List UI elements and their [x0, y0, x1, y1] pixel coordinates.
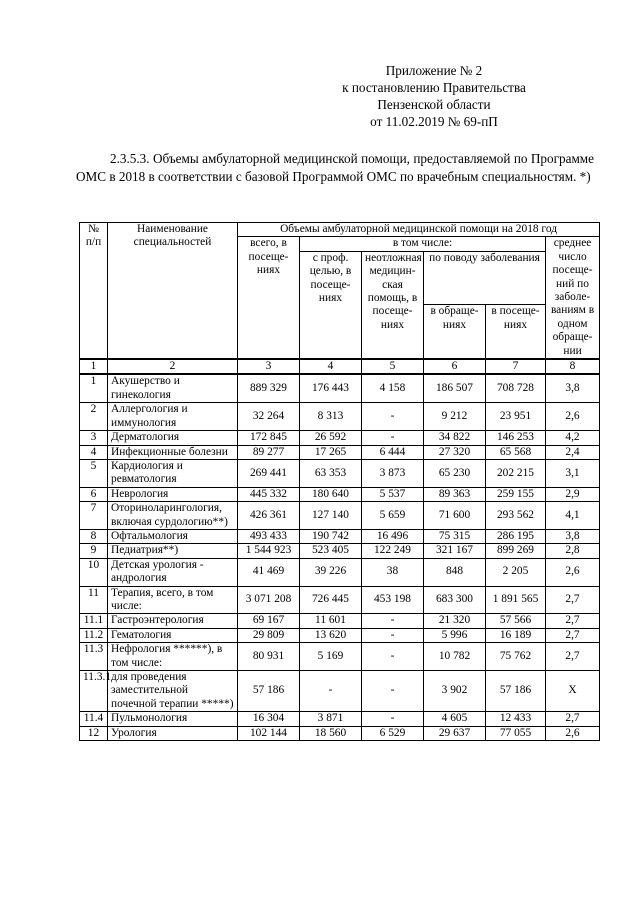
header-name: Наименование специальностей [108, 223, 238, 360]
table-row [80, 643, 600, 671]
urgent-visits: 38 [362, 558, 424, 586]
total-visits: 89 277 [238, 445, 300, 459]
disease-visits: 259 155 [486, 487, 546, 501]
disease-appeals: 848 [424, 558, 486, 586]
prof-visits: 39 226 [300, 558, 362, 586]
prof-visits: 8 313 [300, 403, 362, 431]
column-index-cell: 8 [546, 359, 600, 374]
avg-visits: 2,7 [546, 628, 600, 642]
urgent-visits: 4 158 [362, 374, 424, 402]
specialty-name: Аллергология и иммунология [108, 403, 238, 431]
total-visits: 41 469 [238, 558, 300, 586]
total-visits: 16 304 [238, 712, 300, 726]
avg-visits: 3,1 [546, 459, 600, 487]
appendix-resolution: к постановлению Правительства [342, 80, 526, 95]
disease-appeals: 683 300 [424, 586, 486, 614]
avg-visits: 2,7 [546, 614, 600, 628]
specialty-name: Урология [108, 726, 238, 740]
disease-visits: 12 433 [486, 712, 546, 726]
disease-visits: 202 215 [486, 459, 546, 487]
row-number: 3 [80, 431, 108, 445]
disease-appeals: 27 320 [424, 445, 486, 459]
prof-visits: - [300, 671, 362, 712]
row-number: 4 [80, 445, 108, 459]
prof-visits: 13 620 [300, 628, 362, 642]
total-visits: 445 332 [238, 487, 300, 501]
prof-visits: 17 265 [300, 445, 362, 459]
urgent-visits: - [362, 712, 424, 726]
header-disease: по поводу заболевания [424, 251, 546, 304]
table-row [80, 544, 600, 558]
avg-visits: 2,8 [546, 544, 600, 558]
disease-visits: 57 186 [486, 671, 546, 712]
disease-appeals: 9 212 [424, 403, 486, 431]
disease-visits: 286 195 [486, 529, 546, 543]
specialty-name: Педиатрия**) [108, 544, 238, 558]
disease-visits: 57 566 [486, 614, 546, 628]
appendix-title: Приложение № 2 [385, 63, 483, 78]
header-total: всего, в посеще- ниях [238, 237, 300, 359]
specialty-name: Офтальмология [108, 529, 238, 543]
total-visits: 269 441 [238, 459, 300, 487]
avg-visits: 4,1 [546, 502, 600, 530]
appendix-region: Пензенской области [377, 97, 491, 112]
appendix-date: от 11.02.2019 № 69-пП [370, 114, 498, 129]
urgent-visits: 3 873 [362, 459, 424, 487]
column-index-cell: 7 [486, 359, 546, 374]
disease-appeals: 21 320 [424, 614, 486, 628]
table-body [80, 359, 600, 740]
disease-visits: 65 568 [486, 445, 546, 459]
volumes-table [79, 222, 600, 741]
avg-visits: 2,9 [546, 487, 600, 501]
avg-visits: 2,6 [546, 726, 600, 740]
table-row [80, 431, 600, 445]
disease-appeals: 3 902 [424, 671, 486, 712]
disease-visits: 1 891 565 [486, 586, 546, 614]
specialty-name: Акушерство и гинекология [108, 374, 238, 402]
total-visits: 172 845 [238, 431, 300, 445]
table-row [80, 502, 600, 530]
row-number: 1 [80, 374, 108, 402]
urgent-visits: - [362, 628, 424, 642]
prof-visits: 726 445 [300, 586, 362, 614]
prof-visits: 5 169 [300, 643, 362, 671]
specialty-name: Детская урология - андрология [108, 558, 238, 586]
row-number: 11.1 [80, 614, 108, 628]
column-index-cell: 4 [300, 359, 362, 374]
specialty-name: Гастроэнтерология [108, 614, 238, 628]
urgent-visits: - [362, 671, 424, 712]
row-number: 8 [80, 529, 108, 543]
specialty-name: Пульмонология [108, 712, 238, 726]
avg-visits: 4,2 [546, 431, 600, 445]
disease-visits: 708 728 [486, 374, 546, 402]
row-number: 12 [80, 726, 108, 740]
prof-visits: 176 443 [300, 374, 362, 402]
total-visits: 493 433 [238, 529, 300, 543]
disease-appeals: 71 600 [424, 502, 486, 530]
row-number: 11 [80, 586, 108, 614]
disease-appeals: 29 637 [424, 726, 486, 740]
column-index-cell: 2 [108, 359, 238, 374]
disease-appeals: 65 230 [424, 459, 486, 487]
row-number: 6 [80, 487, 108, 501]
avg-visits: 2,6 [546, 403, 600, 431]
table-row [80, 374, 600, 402]
disease-appeals: 186 507 [424, 374, 486, 402]
urgent-visits: - [362, 643, 424, 671]
specialty-name: Дерматология [108, 431, 238, 445]
table-row [80, 726, 600, 740]
specialty-name: Неврология [108, 487, 238, 501]
avg-visits: Х [546, 671, 600, 712]
section-intro: 2.3.5.3. Объемы амбулаторной медицинской помощи, предоставляемой по Программе ОМС в 2018 в соответствии с базовой Программой ОМС по врачебным специальностям. *) [76, 151, 594, 184]
table-row [80, 586, 600, 614]
row-number: 10 [80, 558, 108, 586]
prof-visits: 63 353 [300, 459, 362, 487]
header-urgent: неотложная медицин- ская помощь, в посеще- ниях [362, 251, 424, 359]
disease-visits: 899 269 [486, 544, 546, 558]
total-visits: 889 329 [238, 374, 300, 402]
header-group: Объемы амбулаторной медицинской помощи на 2018 год [238, 223, 600, 237]
avg-visits: 2,4 [546, 445, 600, 459]
row-number: 11.3 [80, 643, 108, 671]
total-visits: 80 931 [238, 643, 300, 671]
column-index-cell: 3 [238, 359, 300, 374]
header-visits: в посеще- ниях [486, 305, 546, 359]
prof-visits: 11 601 [300, 614, 362, 628]
table-row [80, 445, 600, 459]
disease-appeals: 75 315 [424, 529, 486, 543]
header-avg: среднее число посеще- ний по заболе- ваниям в одном обраще- нии [546, 237, 600, 359]
table-row [80, 459, 600, 487]
table-row [80, 628, 600, 642]
disease-visits: 16 189 [486, 628, 546, 642]
disease-visits: 77 055 [486, 726, 546, 740]
urgent-visits: 5 537 [362, 487, 424, 501]
header-including: в том числе: [300, 237, 546, 251]
disease-appeals: 34 822 [424, 431, 486, 445]
disease-visits: 75 762 [486, 643, 546, 671]
avg-visits: 3,8 [546, 374, 600, 402]
row-number: 11.2 [80, 628, 108, 642]
avg-visits: 2,7 [546, 586, 600, 614]
disease-appeals: 10 782 [424, 643, 486, 671]
specialty-name: Кардиология и ревматология [108, 459, 238, 487]
header-prof: с проф. целью, в посеще- ниях [300, 251, 362, 359]
table-row [80, 403, 600, 431]
table-row [80, 529, 600, 543]
urgent-visits: 16 496 [362, 529, 424, 543]
table-row [80, 671, 600, 712]
prof-visits: 3 871 [300, 712, 362, 726]
urgent-visits: 453 198 [362, 586, 424, 614]
urgent-visits: 6 444 [362, 445, 424, 459]
total-visits: 1 544 923 [238, 544, 300, 558]
avg-visits: 2,7 [546, 643, 600, 671]
urgent-visits: 5 659 [362, 502, 424, 530]
prof-visits: 18 560 [300, 726, 362, 740]
prof-visits: 26 592 [300, 431, 362, 445]
table-row [80, 487, 600, 501]
column-index-cell: 6 [424, 359, 486, 374]
total-visits: 32 264 [238, 403, 300, 431]
table-row [80, 614, 600, 628]
urgent-visits: - [362, 403, 424, 431]
appendix-header [304, 62, 564, 130]
table-row [80, 712, 600, 726]
disease-visits: 293 562 [486, 502, 546, 530]
column-index-row [80, 359, 600, 374]
row-number: 9 [80, 544, 108, 558]
row-number: 5 [80, 459, 108, 487]
prof-visits: 190 742 [300, 529, 362, 543]
prof-visits: 180 640 [300, 487, 362, 501]
specialty-name: для проведения заместительной почечной терапии *****) [108, 671, 238, 712]
row-number: 11.3.1 [80, 671, 108, 712]
row-number: 2 [80, 403, 108, 431]
disease-appeals: 5 996 [424, 628, 486, 642]
total-visits: 57 186 [238, 671, 300, 712]
urgent-visits: 122 249 [362, 544, 424, 558]
total-visits: 69 167 [238, 614, 300, 628]
row-number: 11.4 [80, 712, 108, 726]
header-num: № п/п [80, 223, 108, 360]
total-visits: 29 809 [238, 628, 300, 642]
urgent-visits: - [362, 614, 424, 628]
disease-visits: 2 205 [486, 558, 546, 586]
specialty-name: Оториноларингология, включая сурдологию**) [108, 502, 238, 530]
disease-appeals: 4 605 [424, 712, 486, 726]
avg-visits: 3,8 [546, 529, 600, 543]
total-visits: 3 071 208 [238, 586, 300, 614]
column-index-cell: 5 [362, 359, 424, 374]
avg-visits: 2,6 [546, 558, 600, 586]
prof-visits: 523 405 [300, 544, 362, 558]
disease-visits: 146 253 [486, 431, 546, 445]
prof-visits: 127 140 [300, 502, 362, 530]
total-visits: 102 144 [238, 726, 300, 740]
table-row [80, 558, 600, 586]
specialty-name: Терапия, всего, в том числе: [108, 586, 238, 614]
row-number: 7 [80, 502, 108, 530]
specialty-name: Гематология [108, 628, 238, 642]
disease-appeals: 321 167 [424, 544, 486, 558]
header-appeals: в обраще- ниях [424, 305, 486, 359]
specialty-name: Инфекционные болезни [108, 445, 238, 459]
total-visits: 426 361 [238, 502, 300, 530]
column-index-cell: 1 [80, 359, 108, 374]
urgent-visits: 6 529 [362, 726, 424, 740]
disease-visits: 23 951 [486, 403, 546, 431]
disease-appeals: 89 363 [424, 487, 486, 501]
avg-visits: 2,7 [546, 712, 600, 726]
specialty-name: Нефрология ******), в том числе: [108, 643, 238, 671]
urgent-visits: - [362, 431, 424, 445]
